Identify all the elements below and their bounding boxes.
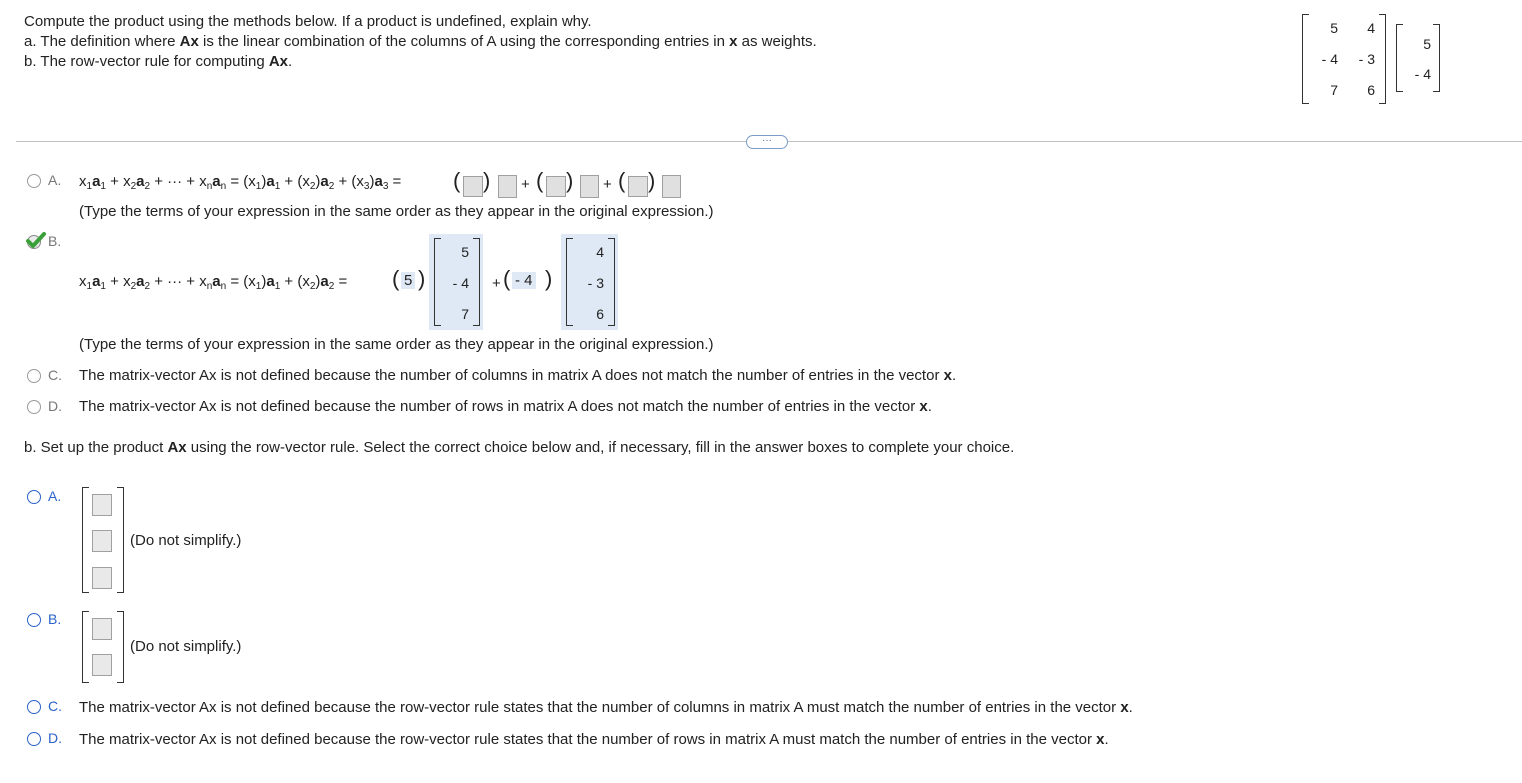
- part-a-option-a-letter: A.: [48, 172, 62, 188]
- paren-close: ): [483, 168, 491, 193]
- matrix-a-cell: 5: [1330, 20, 1338, 36]
- matrix-a-cell: - 3: [1358, 51, 1375, 67]
- part-a-column-vector-1[interactable]: [434, 238, 480, 326]
- part-a-option-a-expression: $x_1a_1 + x_2a_2$ + ··· + $x_na_n = (x_1)a_1 + (x_2)a_2 + (x_3)a_3$ =: [79, 173, 402, 192]
- intro-line-2-post: as weights.: [737, 33, 817, 50]
- paren-open: (: [503, 266, 511, 291]
- matrix-a-cell: 6: [1367, 82, 1375, 98]
- part-b-option-a-note: (Do not simplify.): [130, 532, 242, 549]
- part-b-a-answer-box-1[interactable]: [92, 494, 112, 516]
- matrix-a-cell: - 4: [1321, 51, 1338, 67]
- part-a-option-a-hint: (Type the terms of your expression in the same order as they appear in the original expression.): [79, 203, 714, 220]
- part-a-vector-box-3[interactable]: [662, 175, 681, 198]
- part-a-column-vector-2[interactable]: [566, 238, 615, 326]
- paren-close: ): [566, 168, 574, 193]
- part-a-weight-1[interactable]: 5: [401, 272, 415, 289]
- part-a-weight-box-2[interactable]: [546, 176, 566, 197]
- part-a-option-b-letter: B.: [48, 233, 62, 249]
- part-b-a-answer-box-3[interactable]: [92, 567, 112, 589]
- paren-open: (: [618, 168, 626, 193]
- part-a-option-c-radio[interactable]: [27, 369, 41, 383]
- part-b-option-b-radio[interactable]: [27, 613, 41, 627]
- vector-x: [1396, 24, 1440, 92]
- option-text: The matrix-vector Ax is not defined because the row-vector rule states that the number of rows in matrix A must match the number of entries in the vector: [79, 731, 1097, 748]
- part-a-weight-box-3[interactable]: [628, 176, 648, 197]
- matrix-a-cell: 7: [1330, 82, 1338, 98]
- part-a-option-c-text: [79, 366, 956, 386]
- part-b-b-answer-box-1[interactable]: [92, 618, 112, 640]
- part-a-vector-box-1[interactable]: [498, 175, 517, 198]
- part-a-option-d-text: [79, 397, 932, 417]
- vector-x-cell: - 4: [1414, 66, 1431, 82]
- intro-line-2-mid: is the linear combination of the columns of A using the corresponding entries in: [198, 33, 730, 50]
- part-b-option-a-radio[interactable]: [27, 490, 41, 504]
- matrix-a: [1302, 14, 1386, 104]
- part-b-prompt-post: using the row-vector rule. Select the correct choice below and, if necessary, fill in the answer boxes to complete your choice.: [186, 439, 1015, 456]
- part-a-option-d-letter: D.: [48, 398, 62, 414]
- part-a-col2-cell: - 3: [587, 275, 604, 291]
- part-b-option-a-letter: A.: [48, 488, 62, 504]
- intro-line-2-pre: a. The definition where: [24, 33, 180, 50]
- option-text-end: .: [927, 398, 932, 415]
- option-text-x: x: [1120, 699, 1129, 716]
- part-a-col1-cell: 7: [461, 306, 469, 322]
- intro-line-3-post: .: [288, 53, 293, 70]
- part-b-option-c-radio[interactable]: [27, 700, 41, 714]
- plus-sign: +: [492, 275, 501, 292]
- part-a-weight-box-1[interactable]: [463, 176, 483, 197]
- part-b-prompt-ax: Ax: [167, 439, 187, 456]
- paren-open: (: [453, 168, 461, 193]
- option-text-x: x: [919, 398, 928, 415]
- intro-line-2-x: x: [729, 33, 738, 50]
- part-b-option-d-letter: D.: [48, 730, 62, 746]
- intro-line-2-ax: Ax: [179, 33, 199, 50]
- intro-line-2: [24, 32, 817, 52]
- option-text-end: .: [951, 367, 957, 384]
- part-a-option-b-hint: (Type the terms of your expression in the same order as they appear in the original expression.): [79, 336, 714, 353]
- part-a-option-d-radio[interactable]: [27, 400, 41, 414]
- matrix-a-cell: 4: [1367, 20, 1375, 36]
- part-b-option-c-text: [79, 698, 1133, 718]
- option-text: The matrix-vector Ax is not defined because the number of rows in matrix A does not match the number of entries in the vector: [79, 398, 920, 415]
- paren-open: (: [392, 266, 400, 291]
- intro-line-3-pre: b. The row-vector rule for computing: [24, 53, 269, 70]
- vector-x-cell: 5: [1423, 36, 1431, 52]
- paren-open: (: [536, 168, 544, 193]
- part-a-option-b-expression: $x_1a_1 + x_2a_2$ + ··· + $x_na_n = (x_1)a_1 + (x_2)a_2$ =: [79, 273, 348, 292]
- show-more-button[interactable]: ···: [746, 135, 788, 149]
- option-text-x: x: [1096, 731, 1105, 748]
- part-a-vector-box-2[interactable]: [580, 175, 599, 198]
- correct-check-icon: [25, 231, 47, 251]
- plus-sign: +: [521, 176, 530, 193]
- part-b-option-c-letter: C.: [48, 698, 62, 714]
- part-a-option-c-letter: C.: [48, 367, 62, 383]
- part-b-b-answer-box-2[interactable]: [92, 654, 112, 676]
- part-a-option-a-radio[interactable]: [27, 174, 41, 188]
- part-a-col1-cell: - 4: [452, 275, 469, 291]
- part-b-prompt-pre: b. Set up the product: [24, 439, 168, 456]
- part-b-prompt: [24, 438, 1014, 458]
- plus-sign: +: [603, 176, 612, 193]
- intro-line-3: [24, 52, 292, 72]
- part-a-col2-cell: 4: [596, 244, 604, 260]
- part-a-col1-cell: 5: [461, 244, 469, 260]
- option-text: The matrix-vector Ax is not defined because the number of columns in matrix A does not match the number of entries in the vector: [79, 367, 944, 384]
- part-b-option-d-radio[interactable]: [27, 732, 41, 746]
- option-text-end: .: [1104, 731, 1109, 748]
- part-a-weight-2[interactable]: - 4: [512, 272, 536, 289]
- intro-line-3-ax: Ax: [268, 53, 289, 70]
- paren-close: ): [545, 266, 553, 291]
- option-text: The matrix-vector Ax is not defined because the row-vector rule states that the number of columns in matrix A must match the number of entries in the vector: [79, 699, 1121, 716]
- option-text-x: x: [943, 367, 952, 384]
- part-b-option-d-text: [79, 730, 1109, 750]
- problem-statement: [24, 12, 592, 32]
- intro-line-1: Compute the product using the methods below. If a product is undefined, explain why.: [24, 13, 592, 30]
- part-b-option-b-letter: B.: [48, 611, 62, 627]
- paren-close: ): [648, 168, 656, 193]
- part-a-col2-cell: 6: [596, 306, 604, 322]
- option-text-end: .: [1128, 699, 1133, 716]
- part-b-a-answer-box-2[interactable]: [92, 530, 112, 552]
- paren-close: ): [418, 266, 426, 291]
- part-b-option-b-note: (Do not simplify.): [130, 638, 242, 655]
